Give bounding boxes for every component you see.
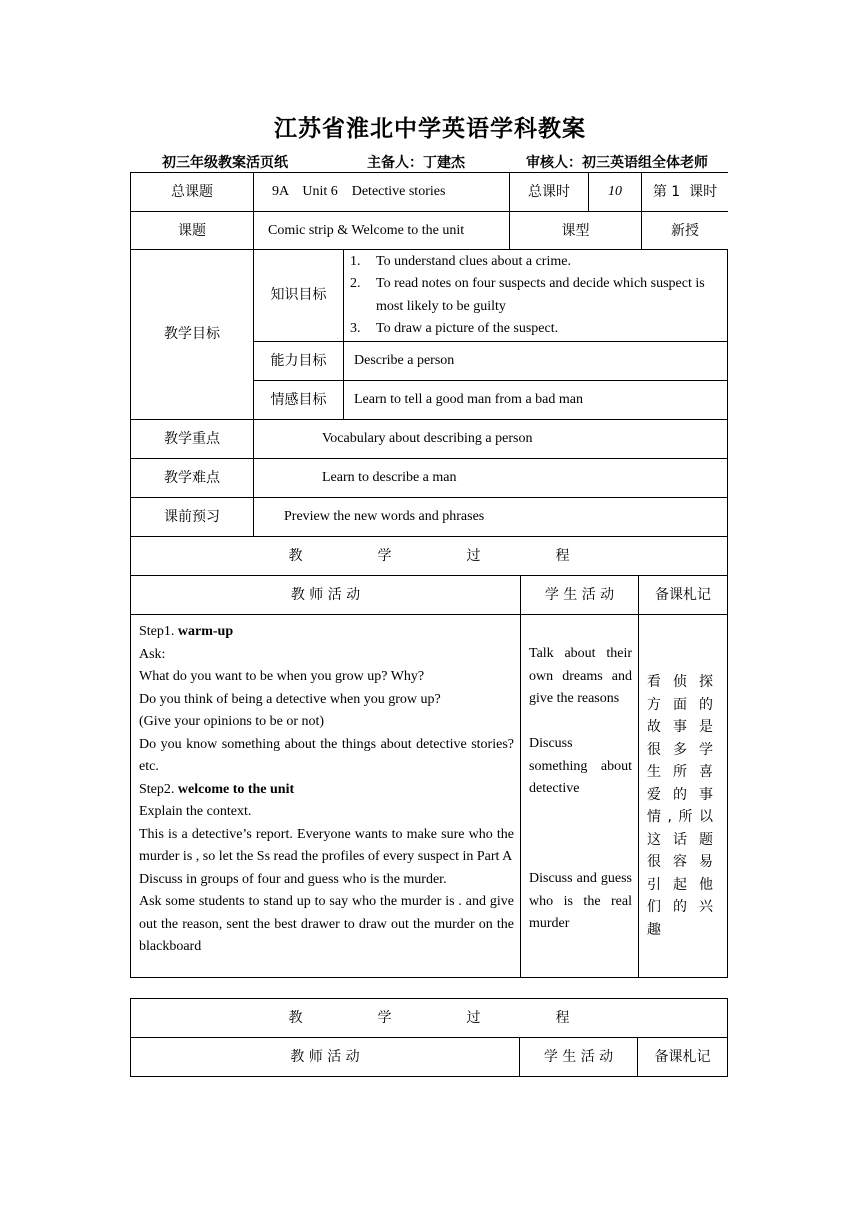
student-activity-header-2: 学 生 活 动 — [520, 1038, 637, 1076]
process-heading-2 — [131, 999, 727, 1037]
teacher-activity-line: Do you think of being a detective when you grow up? — [139, 691, 441, 707]
teacher-activity-line: Ask some students to stand up to say who the murder is . and give out the reason, sent the best drawer to draw out the murder on the blackboard — [139, 894, 514, 954]
student-activity — [521, 615, 638, 977]
student-activity-header: 学 生 活 动 — [521, 576, 638, 614]
details-table — [130, 419, 728, 576]
preparer: 主备人：丁建杰 — [367, 155, 465, 171]
student-activity-item: Discuss and guess who is the real murder — [529, 871, 632, 931]
ability-label: 能力目标 — [254, 342, 343, 380]
difficulties-label: 教学难点 — [131, 459, 253, 497]
teacher-activity-line: (Give your opinions to be or not) — [139, 714, 325, 729]
teacher-activity-line: Explain the context. — [139, 804, 252, 819]
ability-value: Describe a person — [344, 342, 727, 380]
teacher-activity-header: 教 师 活 动 — [131, 576, 520, 614]
emotion-label: 情感目标 — [254, 381, 343, 419]
lesson-number: 第 1 课时 — [642, 173, 728, 211]
reviewer: 审核人：初三英语组全体老师 — [526, 155, 708, 171]
teacher-activity-line: What do you want to be when you grow up? Why? — [139, 669, 425, 684]
knowledge-label: 知识目标 — [254, 250, 343, 341]
type-label: 课型 — [510, 212, 641, 250]
knowledge-goals — [344, 250, 727, 341]
knowledge-goal-item: 1. To understand clues about a crime. — [350, 253, 571, 269]
objectives-label: 教学目标 — [131, 250, 253, 419]
notes-header: 备课札记 — [639, 576, 727, 614]
process-heading-char: 程 — [555, 547, 570, 564]
teacher-activity-line: Discuss in groups of four and guess who is the murder. — [139, 871, 447, 887]
knowledge-goal-item: 2. To read notes on four suspects and decide which suspect is most likely to be guilty — [350, 276, 705, 314]
type-value: 新授 — [642, 212, 728, 250]
difficulties-value: Learn to describe a man — [254, 459, 727, 497]
process-heading-char: 过 — [466, 1009, 481, 1026]
process-heading-char: 学 — [377, 1009, 392, 1026]
objectives-table — [130, 249, 728, 420]
lesson-notes: 看侦探方面的故事是很多学生所喜爱的事情,所以这话题很容易引起他们的兴趣 — [639, 615, 727, 977]
lesson-info-table — [130, 172, 728, 251]
process-table-continued — [130, 998, 728, 1077]
process-heading-char: 教 — [288, 1009, 303, 1026]
step2-heading: Step2. welcome to the unit — [139, 781, 295, 797]
preview-value: Preview the new words and phrases — [254, 498, 727, 536]
process-heading-char: 程 — [555, 1009, 570, 1026]
key-points-label: 教学重点 — [131, 420, 253, 458]
document-title: 江苏省淮北中学英语学科教案 — [274, 116, 586, 142]
teacher-activity-line: This is a detective’s report. Everyone wants to make sure who the murder is , so let the Ss read the profiles of every suspect in Part A — [139, 826, 514, 864]
lesson-value: Comic strip & Welcome to the unit — [254, 212, 509, 250]
lesson-label: 课题 — [131, 212, 253, 250]
step1-lines — [139, 644, 514, 779]
process-heading-char: 教 — [288, 547, 303, 564]
process-heading-char: 学 — [377, 547, 392, 564]
step2-lines — [139, 801, 514, 959]
process-table — [130, 575, 728, 978]
knowledge-goal-item: 3. To draw a picture of the suspect. — [350, 321, 559, 336]
student-activity-item: Talk about their own dreams and give the reasons — [529, 646, 632, 706]
teacher-activity-header-2: 教 师 活 动 — [131, 1038, 519, 1076]
process-heading-char: 过 — [466, 547, 481, 564]
notes-header-2: 备课札记 — [638, 1038, 727, 1076]
process-heading — [131, 537, 727, 575]
topic-label: 总课题 — [131, 173, 253, 211]
teacher-activity-line: Ask: — [139, 646, 166, 662]
teacher-activity-line: Do you know something about the things about detective stories? etc. — [139, 736, 514, 774]
key-points-value: Vocabulary about describing a person — [254, 420, 727, 458]
teacher-activity — [131, 615, 520, 977]
knowledge-goal-list — [344, 251, 727, 341]
paper-label: 初三年级教案活页纸 — [162, 155, 288, 171]
preview-label: 课前预习 — [131, 498, 253, 536]
step1-heading: Step1. warm-up — [139, 624, 234, 639]
emotion-value: Learn to tell a good man from a bad man — [344, 381, 727, 419]
student-activity-item: Discuss something about detective — [529, 736, 632, 796]
hours-label: 总课时 — [510, 173, 588, 211]
topic-value: 9A Unit 6 Detective stories — [254, 173, 509, 211]
hours-value: 10 — [589, 173, 641, 211]
